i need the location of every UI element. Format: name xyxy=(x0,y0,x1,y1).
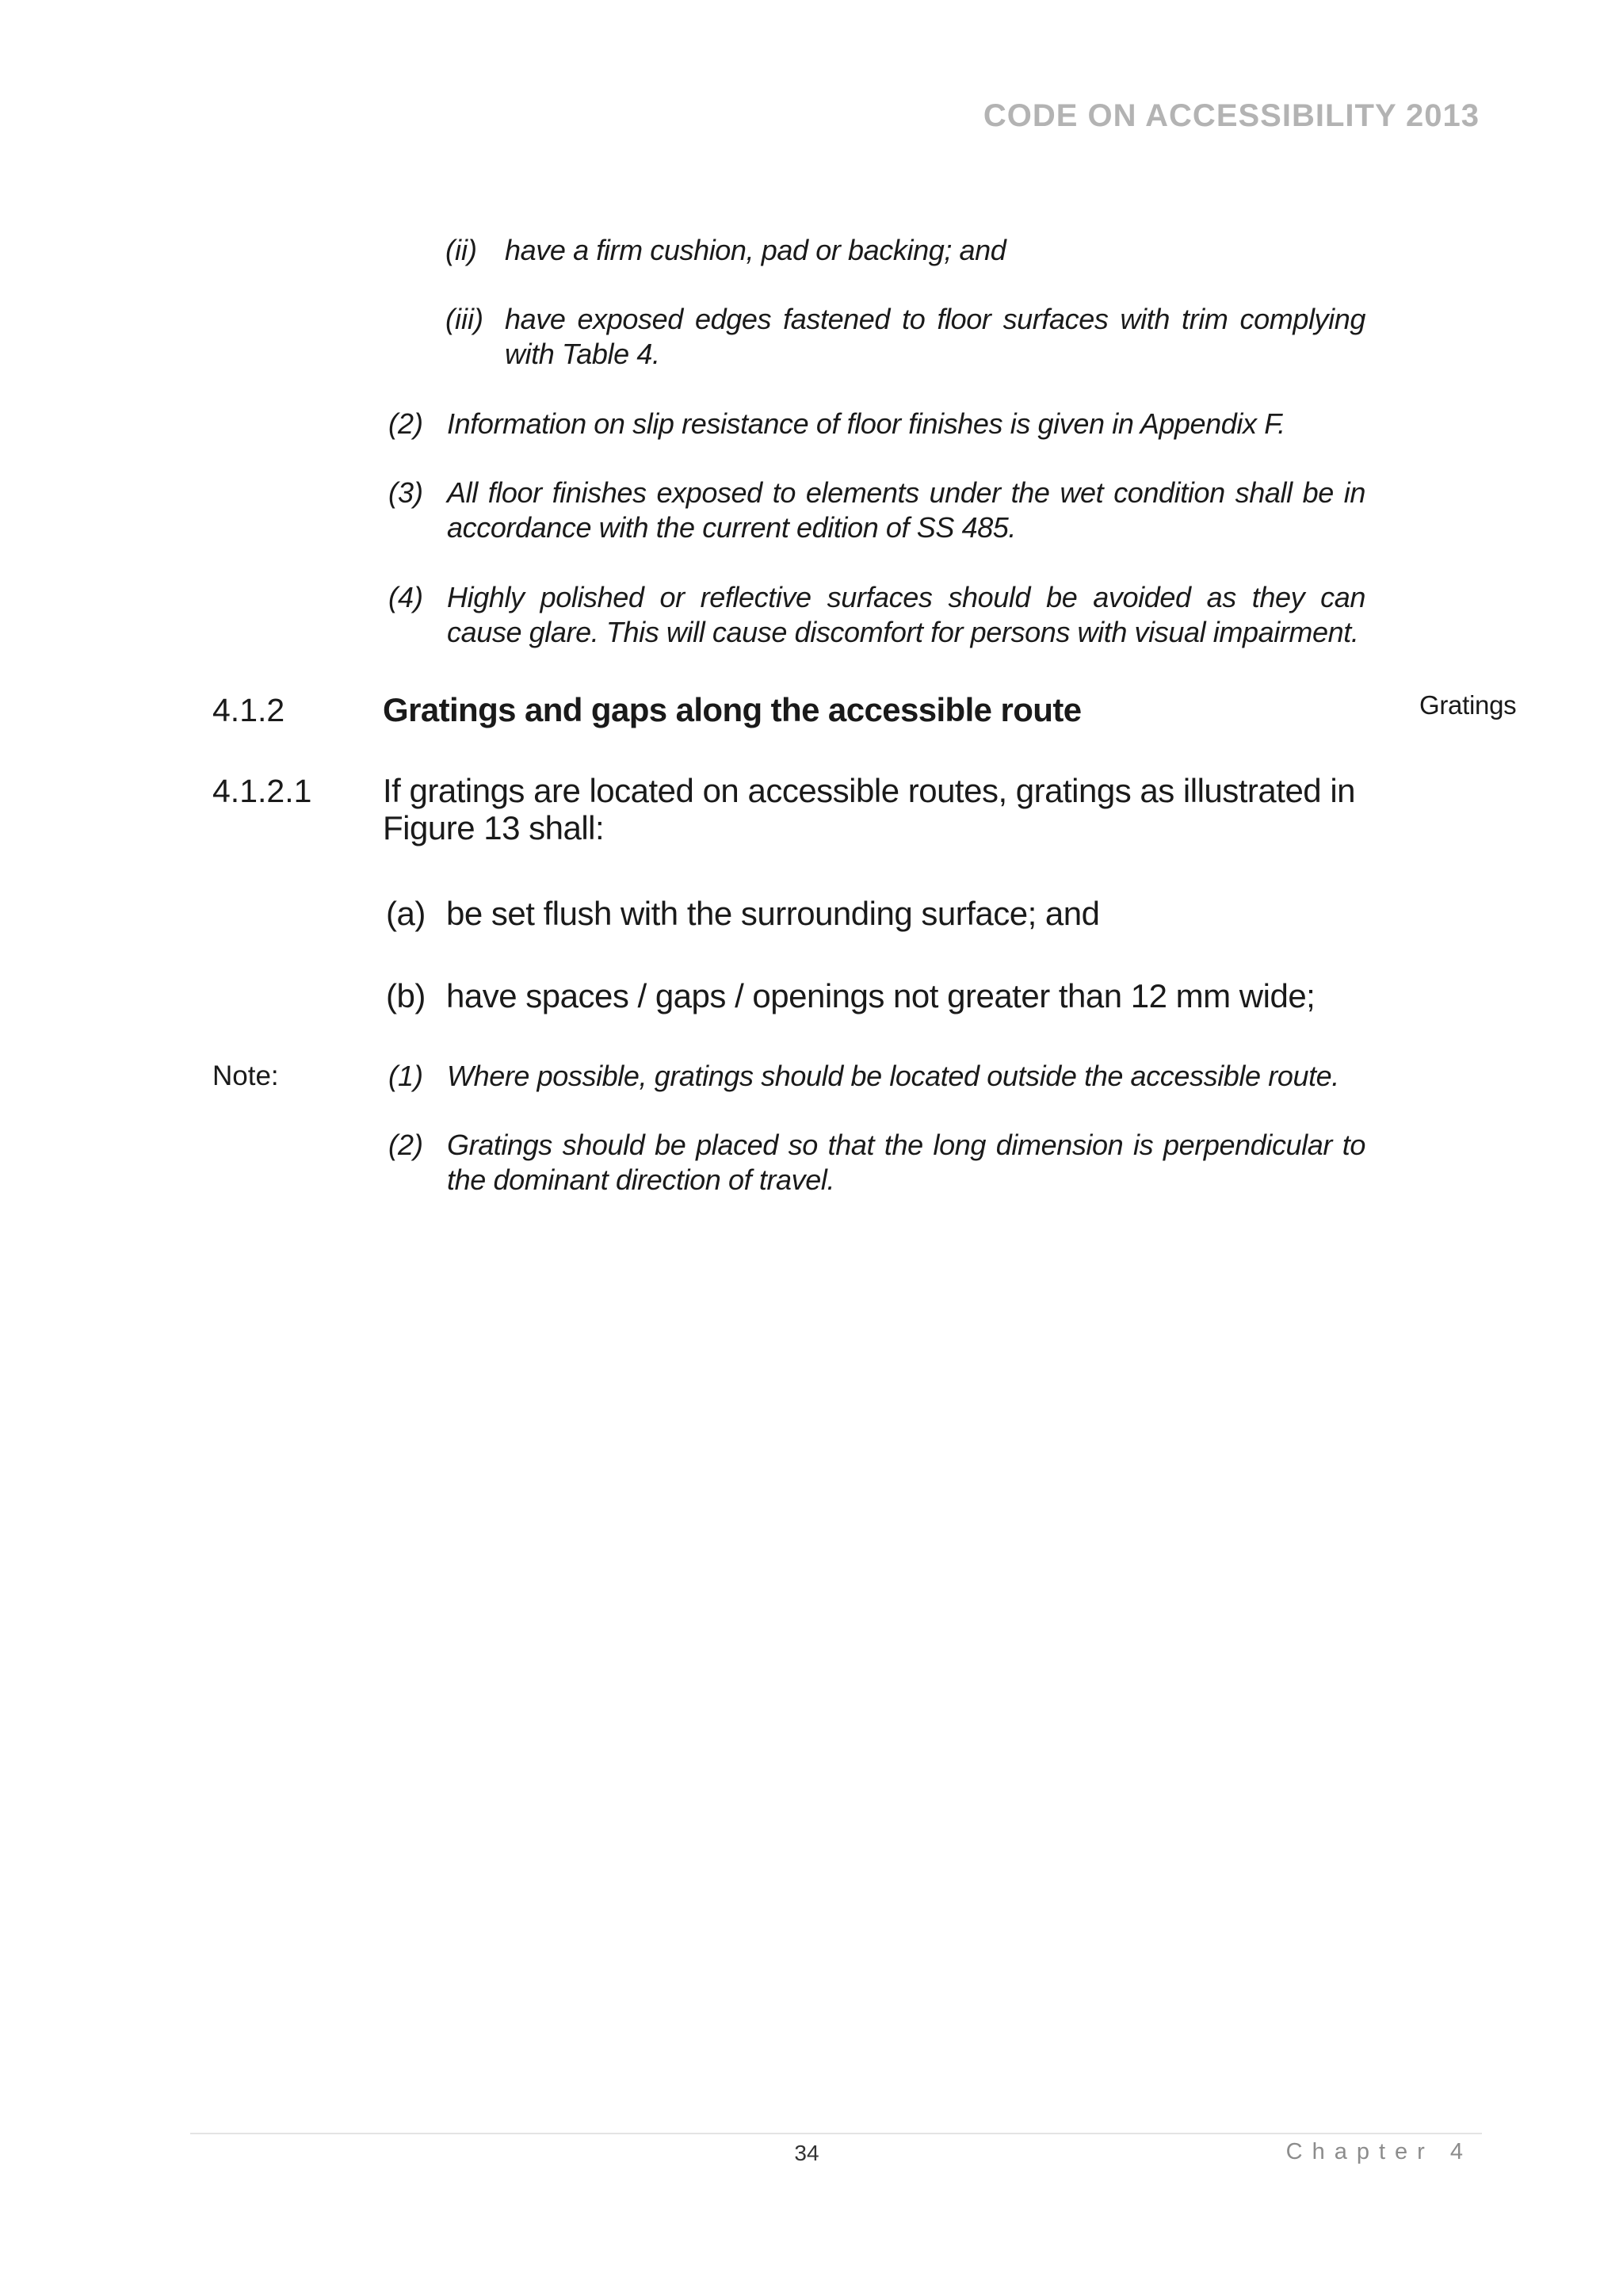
margin-note: Gratings xyxy=(1419,690,1517,720)
sub-item-text: have exposed edges fastened to floor surfaces with trim complying with Table 4. xyxy=(505,303,1365,370)
clause-text: If gratings are located on accessible routes, gratings as illustrated in Figure 13 shall: xyxy=(383,772,1356,846)
clause-item-text: be set flush with the surrounding surface; and xyxy=(446,895,1100,932)
clause-item-label: (a) xyxy=(386,895,426,932)
note-item-label: (2) xyxy=(388,1129,423,1161)
note-label: Note: xyxy=(212,1060,279,1091)
section-title: Gratings and gaps along the accessible route xyxy=(383,691,1082,728)
clause-item-text: have spaces / gaps / openings not greater than 12 mm wide; xyxy=(446,977,1316,1014)
page-number: 34 xyxy=(794,2141,819,2165)
chapter-label: Chapter 4 xyxy=(1285,2139,1472,2164)
sub-item-label: (ii) xyxy=(445,234,477,266)
footer-divider xyxy=(190,2133,1482,2134)
note-item-label: (4) xyxy=(388,581,423,613)
note-item-label: (2) xyxy=(388,407,423,440)
note-item-text: Highly polished or reflective surfaces should be avoided as they can cause glare. This will cause discomfort for persons with visual impairment. xyxy=(447,581,1365,648)
clause-number: 4.1.2.1 xyxy=(212,773,312,809)
document-header-title: CODE ON ACCESSIBILITY 2013 xyxy=(983,98,1480,133)
note-item-text: Information on slip resistance of floor finishes is given in Appendix F. xyxy=(447,407,1285,440)
sub-item-text: have a firm cushion, pad or backing; and xyxy=(505,234,1006,266)
note-item-label: (1) xyxy=(388,1060,423,1092)
section-number: 4.1.2 xyxy=(212,692,285,728)
sub-item-label: (iii) xyxy=(445,303,483,335)
note-item-label: (3) xyxy=(388,476,423,509)
note-item-text: Gratings should be placed so that the long dimension is perpendicular to the dominant direction of travel. xyxy=(447,1129,1365,1196)
note-item-text: All floor finishes exposed to elements under the wet condition shall be in accordance with the current edition of SS 485. xyxy=(447,476,1365,544)
clause-item-label: (b) xyxy=(386,977,426,1014)
note-item-text: Where possible, gratings should be located outside the accessible route. xyxy=(447,1060,1339,1092)
